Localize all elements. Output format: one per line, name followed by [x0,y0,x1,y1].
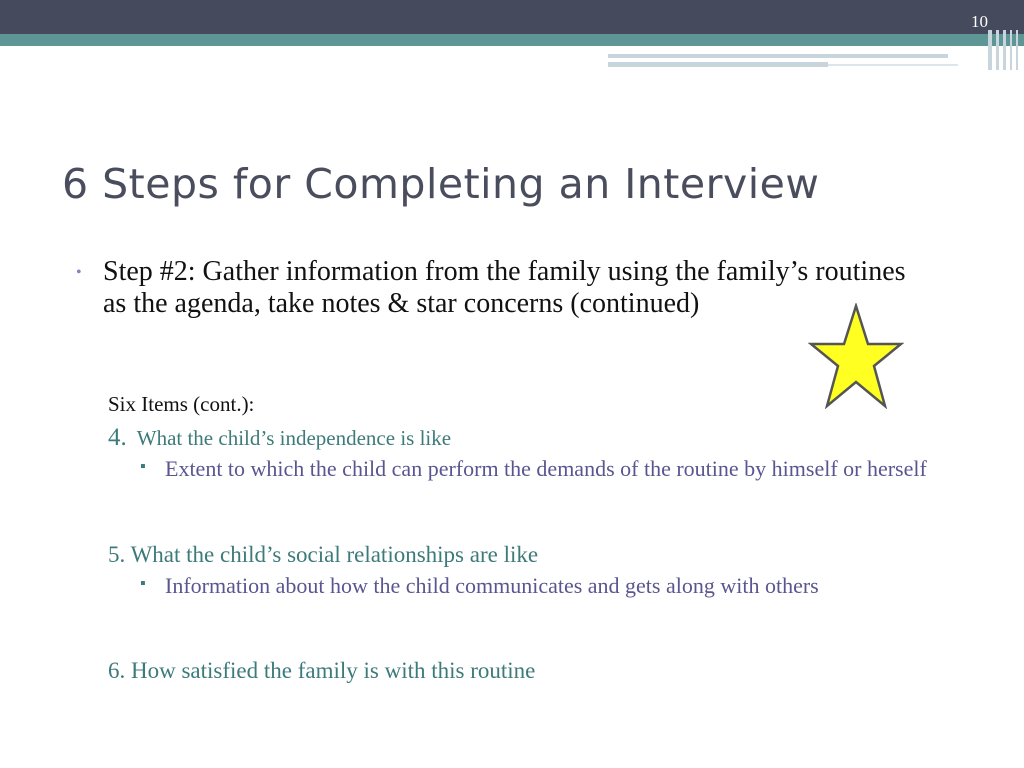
slide-title: 6 Steps for Completing an Interview [62,160,820,208]
item-social-relationships: 5. What the child’s social relationships are like [108,542,539,567]
header-band [0,0,1024,34]
decor-bar [996,30,999,70]
decor-line [608,54,948,58]
item-detail-text: Information about how the child communicates and gets along with others [165,573,819,598]
item-label: What the child’s independence is like [136,426,452,450]
decor-bar [988,30,992,70]
slide-number: 10 [971,12,988,31]
item-detail-text: Extent to which the child can perform the demands of the routine by himself or herself [165,456,927,481]
decor-line [828,64,958,66]
decor-bar [1010,30,1012,70]
item-number: 4. [108,424,127,451]
accent-band [0,34,1024,46]
item-family-satisfaction: 6. How satisfied the family is with this routine [108,658,536,683]
decor-bar [1016,30,1018,70]
decor-bar [1003,30,1006,70]
sub-bullet-icon: ▪ [140,575,146,592]
item-independence [108,424,451,452]
main-bullet-text: Step #2: Gather information from the family using the family’s routines as the agenda, take notes & star concerns (continued) [103,256,906,319]
six-items-heading: Six Items (cont.): [108,392,255,416]
star-icon [808,303,904,409]
bullet-icon: • [76,264,82,281]
sub-bullet-icon: ▪ [140,458,146,475]
decor-line [608,62,828,67]
